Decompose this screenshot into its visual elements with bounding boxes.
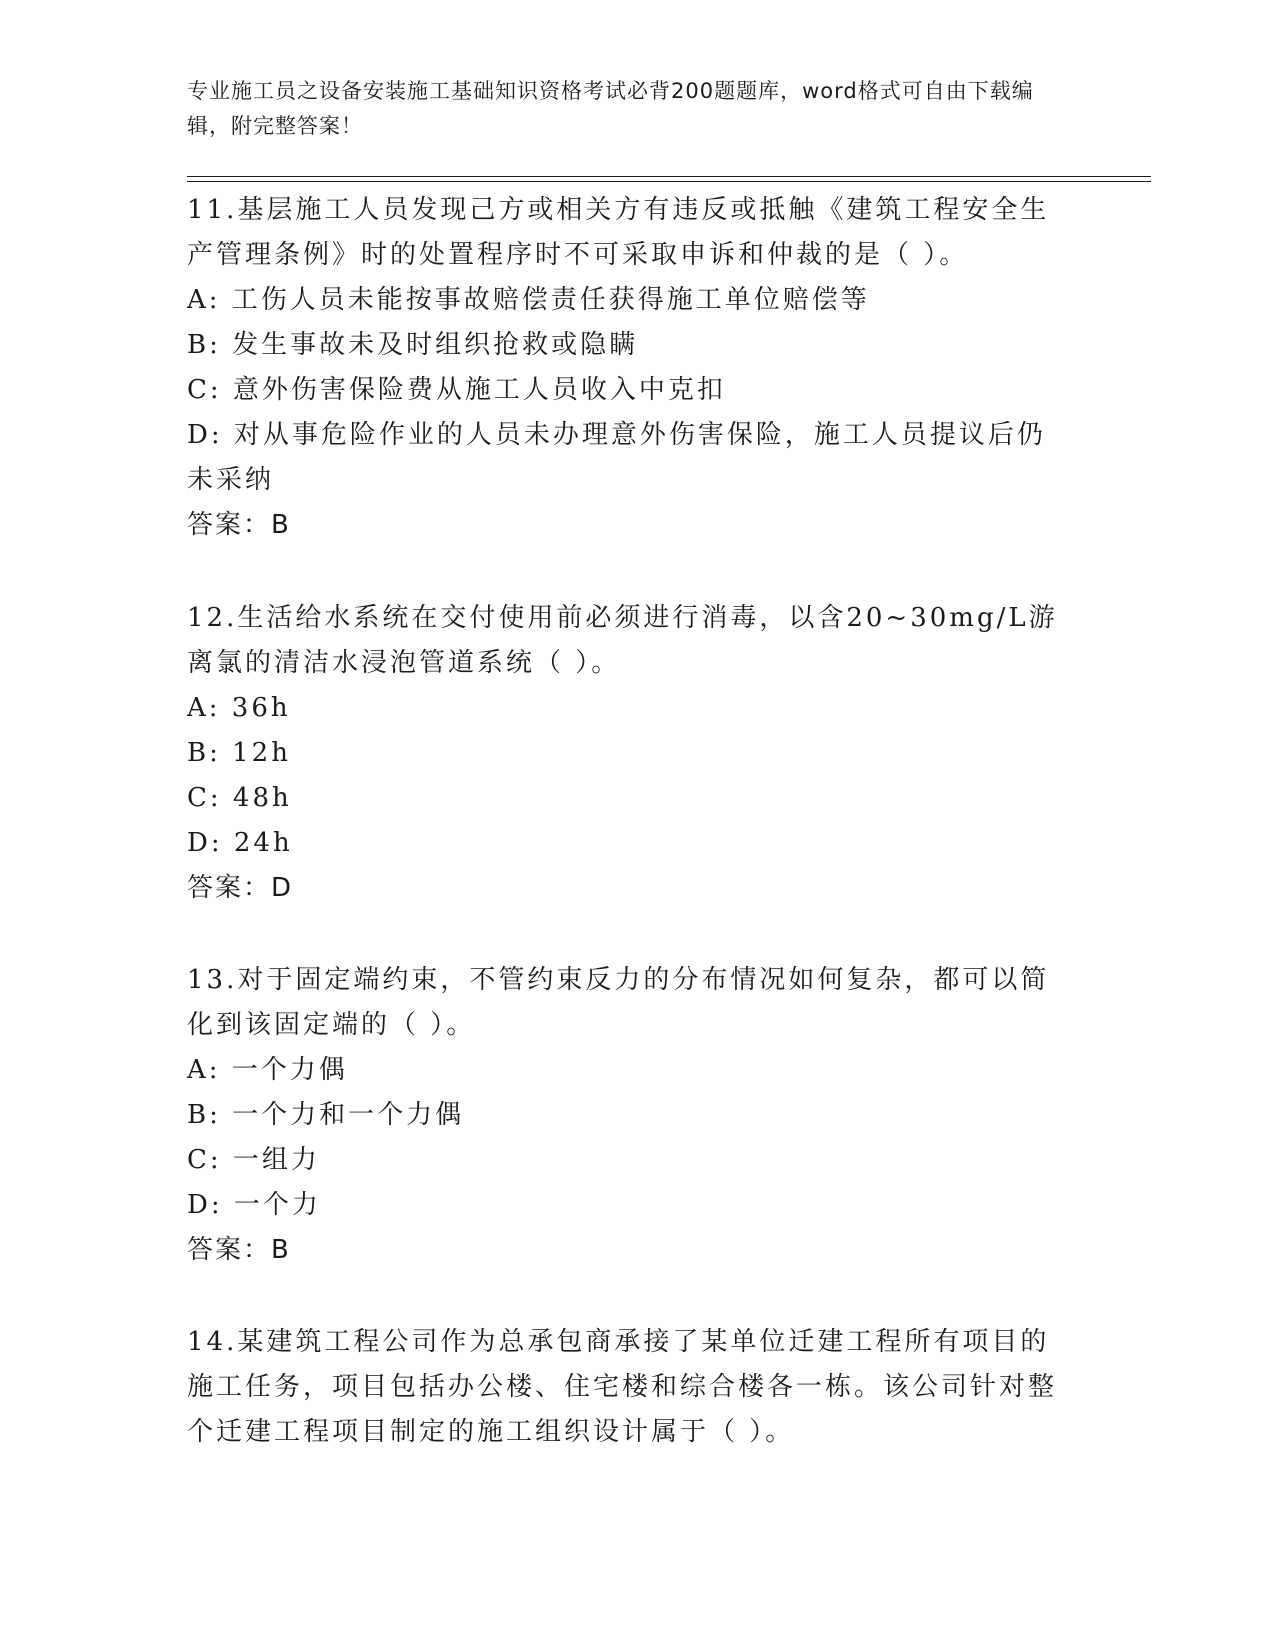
question-stem: 13.对于固定端约束，不管约束反力的分布情况如何复杂，都可以简化到该固定端的（ ）。: [187, 965, 1050, 1040]
option-d: D: 对从事危险作业的人员未办理意外伤害保险，施工人员提议后仍未采纳: [187, 420, 1046, 495]
question-12: [187, 596, 1067, 911]
option-a: A: 工伤人员未能按事故赔偿责任获得施工单位赔偿等: [187, 285, 870, 315]
option-c: C: 48h: [187, 783, 292, 813]
answer-text: 答案：B: [187, 1235, 291, 1265]
option-a: A: 36h: [187, 693, 291, 723]
answer-text: 答案：D: [187, 873, 294, 903]
option-b: B: 12h: [187, 738, 291, 768]
question-stem: 11.基层施工人员发现己方或相关方有违反或抵触《建筑工程安全生产管理条例》时的处置程序时不可采取申诉和仲裁的是（ ）。: [187, 195, 1050, 270]
document-header: 专业施工员之设备安装施工基础知识资格考试必背200题题库，word格式可自由下载编辑，附完整答案！: [187, 79, 1034, 138]
option-d: D: 24h: [187, 828, 293, 858]
question-stem: 14.某建筑工程公司作为总承包商承接了某单位迁建工程所有项目的施工任务，项目包括办公楼、住宅楼和综合楼各一栋。该公司针对整个迁建工程项目制定的施工组织设计属于（ ）。: [187, 1327, 1058, 1447]
question-13: [187, 958, 1067, 1273]
question-stem: 12.生活给水系统在交付使用前必须进行消毒，以含20~30mg/L游离氯的清洁水浸泡管道系统（ ）。: [187, 603, 1058, 678]
header-divider-top: [187, 176, 1151, 177]
question-14: [187, 1320, 1067, 1455]
option-b: B: 一个力和一个力偶: [187, 1100, 465, 1130]
option-a: A: 一个力偶: [187, 1055, 348, 1085]
answer-text: 答案：B: [187, 510, 291, 540]
question-11: [187, 188, 1067, 548]
option-c: C: 一组力: [187, 1145, 320, 1175]
option-d: D: 一个力: [187, 1190, 321, 1220]
option-b: B: 发生事故未及时组织抢救或隐瞒: [187, 330, 639, 360]
option-c: C: 意外伤害保险费从施工人员收入中克扣: [187, 375, 726, 405]
header-divider-bottom: [187, 181, 1151, 182]
